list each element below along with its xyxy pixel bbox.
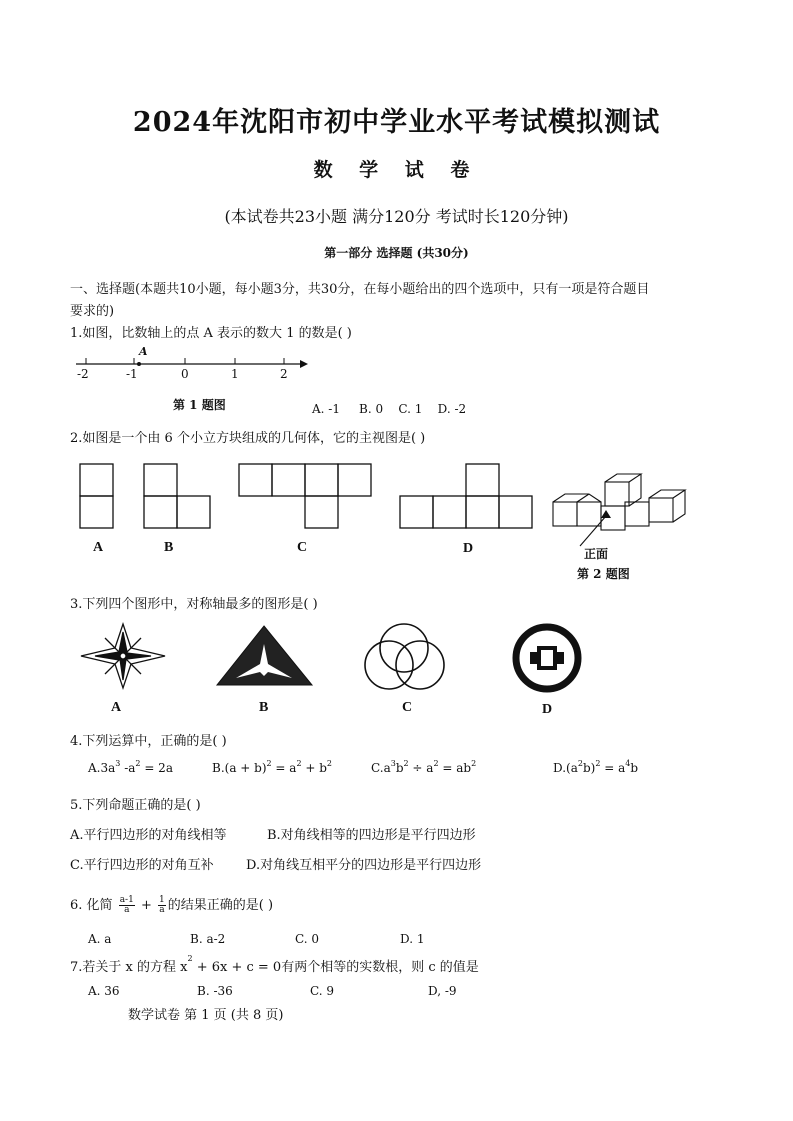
q4-option-a: $A.3a^3$ $-a^2 = 2a$ — [88, 759, 173, 775]
q7-option-a: A. 36 — [88, 984, 120, 998]
q3-option-c-circles — [365, 624, 444, 689]
q2-caption: 第 2 题图 — [577, 567, 630, 581]
point-a-label: A — [139, 345, 148, 358]
paper-subtitle: 数 学 试 卷 — [313, 159, 480, 181]
point-a — [137, 362, 141, 366]
q2-stem: 2.如图是一个由 6 个小立方块组成的几何体，它的主视图是( ) — [70, 431, 426, 446]
q4-option-c: $C.a^3b^2 \div a^2 = ab^2$ — [371, 759, 477, 775]
q6-fraction-2: $\frac{1}{a}$ — [159, 895, 165, 915]
q5-option-c: C.平行四边形的对角互补 — [70, 858, 214, 873]
q2-option-b-view — [144, 464, 210, 528]
q6-option-b: B. a-2 — [190, 932, 226, 946]
q1-options: A. -1 B. 0 C. 1 D. -2 — [312, 402, 467, 416]
q5-stem: 5.下列命题正确的是( ) — [70, 798, 201, 813]
q3-label-d: D — [542, 702, 553, 717]
q3-option-b-triangle — [217, 626, 312, 685]
q3-label-a: A — [111, 700, 122, 715]
q2-label-c: C — [297, 540, 308, 555]
q3-option-a-star — [81, 624, 165, 688]
q2-label-d: D — [463, 541, 474, 556]
tick-label-1: 1 — [231, 367, 239, 381]
q6-option-d: D. 1 — [400, 932, 425, 946]
q4-stem: 4.下列运算中，正确的是( ) — [70, 734, 227, 749]
q7-stem: 7.若关于 x 的方程 $x^2 + 6x + c = 0$有两个相等的实数根，则 c 的值是 — [70, 954, 479, 975]
q2-option-a-view — [80, 464, 113, 528]
tick-label-0: 0 — [181, 367, 189, 381]
q2-option-d-view — [400, 464, 532, 528]
q3-label-c: C — [402, 700, 413, 715]
q5-option-d: D.对角线互相平分的四边形是平行四边形 — [246, 858, 482, 873]
exam-title: 2024年沈阳市初中学业水平考试模拟测试 — [132, 107, 661, 138]
tick-label-m2: -2 — [77, 367, 89, 381]
q7-option-b: B. -36 — [197, 984, 233, 998]
q4-option-b: $B.(a + b)^2 = a^2 + b^2$ — [212, 759, 333, 775]
q2-front-label: 正面 — [584, 547, 609, 561]
q3-stem: 3.下列四个图形中，对称轴最多的图形是( ) — [70, 597, 318, 612]
tick-label-m1: -1 — [126, 367, 138, 381]
q6-fraction-1: $\frac{a-1}{a}$ — [119, 895, 134, 915]
q2-option-c-view — [239, 464, 371, 528]
q3-option-d-coin — [516, 627, 578, 689]
q1-stem: 1.如图，比数轴上的点 A 表示的数大 1 的数是( ) — [70, 326, 352, 341]
section-intro-line2: 要求的) — [70, 304, 115, 319]
q5-option-a: A.平行四边形的对角线相等 — [70, 828, 227, 843]
q7-option-c: C. 9 — [310, 984, 335, 998]
exam-note: (本试卷共23小题 满分120分 考试时长120分钟) — [224, 207, 569, 226]
q6-option-c: C. 0 — [295, 932, 320, 946]
q1-caption: 第 1 题图 — [173, 398, 226, 412]
number-line-arrow — [300, 360, 308, 368]
q2-solid-figure — [553, 474, 685, 546]
part-heading: 第一部分 选择题 (共30分) — [324, 246, 469, 260]
tick-label-2: 2 — [280, 367, 288, 381]
q5-option-b: B.对角线相等的四边形是平行四边形 — [267, 828, 476, 843]
q2-label-a: A — [93, 540, 104, 555]
q2-label-b: B — [164, 540, 174, 555]
section-intro-line1: 一、选择题(本题共10小题，每小题3分，共30分，在每小题给出的四个选项中，只有一项是符合题目 — [70, 282, 650, 297]
q6-option-a: A. a — [88, 932, 112, 946]
q7-option-d: D, -9 — [428, 984, 457, 998]
q4-option-d: $D.(a^2b)^2 = a^4b$ — [553, 759, 639, 775]
page-footer: 数学试卷 第 1 页 (共 8 页) — [128, 1008, 284, 1023]
q3-label-b: B — [259, 700, 269, 715]
q6-stem: 6. 化简 $\frac{a-1}{a}$ + $\frac{1}{a}$ 的结果正确的是( ) — [70, 895, 274, 915]
